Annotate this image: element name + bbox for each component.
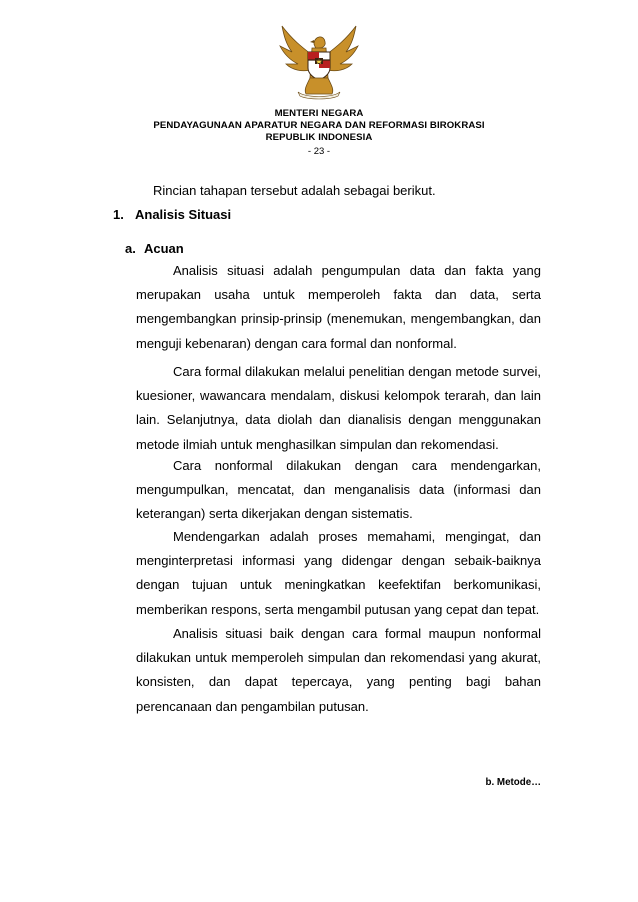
ministry-title: MENTERI NEGARA <box>274 108 364 119</box>
paragraph: Cara nonformal dilakukan dengan cara mendengarkan, mengumpulkan, mencatat, dan menganalisis data (informasi dan keterangan) serta dikerjakan dengan sistematis. <box>136 458 541 522</box>
garuda-emblem-icon <box>276 22 362 100</box>
ministry-subtitle: PENDAYAGUNAAN APARATUR NEGARA DAN REFORMASI BIROKRASI <box>153 120 485 131</box>
paragraph: Analisis situasi adalah pengumpulan data dan fakta yang merupakan usaha untuk memperoleh fakta dan data, serta mengembangkan prinsip-prinsip (menemukan, mengembangkan, dan menguji kebenaran) dengan cara formal dan nonformal. <box>136 263 541 351</box>
country-name: REPUBLIK INDONESIA <box>265 132 373 143</box>
next-section-catchword: b. Metode… <box>485 777 541 788</box>
subsection-title: Acuan <box>144 241 184 256</box>
section-heading <box>113 207 231 222</box>
section-number: 1. <box>113 207 124 222</box>
subsection-heading <box>125 241 184 256</box>
paragraph: Analisis situasi baik dengan cara formal maupun nonformal dilakukan untuk memperoleh simpulan dan rekomendasi yang akurat, konsisten, dan dapat tepercaya, yang penting bagi bahan perencanaan dan pengambilan putusan. <box>136 626 541 714</box>
section-title: Analisis Situasi <box>135 207 232 222</box>
subsection-label: a. <box>125 241 136 256</box>
paragraph: Mendengarkan adalah proses memahami, mengingat, dan menginterpretasi informasi yang didengar dengan sebaik-baiknya dengan tujuan untuk meningkatkan keefektifan berkomunikasi, memberikan respons, serta mengambil putusan yang cepat dan tepat. <box>136 529 541 617</box>
intro-sentence: Rincian tahapan tersebut adalah sebagai berikut. <box>153 183 436 198</box>
page-number: - 23 - <box>307 146 331 157</box>
paragraph: Cara formal dilakukan melalui penelitian dengan metode survei, kuesioner, wawancara mendalam, diskusi kelompok terarah, dan lain lain. Selanjutnya, data diolah dan dianalisis dengan menggunakan metode ilmiah untuk menghasilkan simpulan dan rekomendasi. <box>136 364 541 452</box>
